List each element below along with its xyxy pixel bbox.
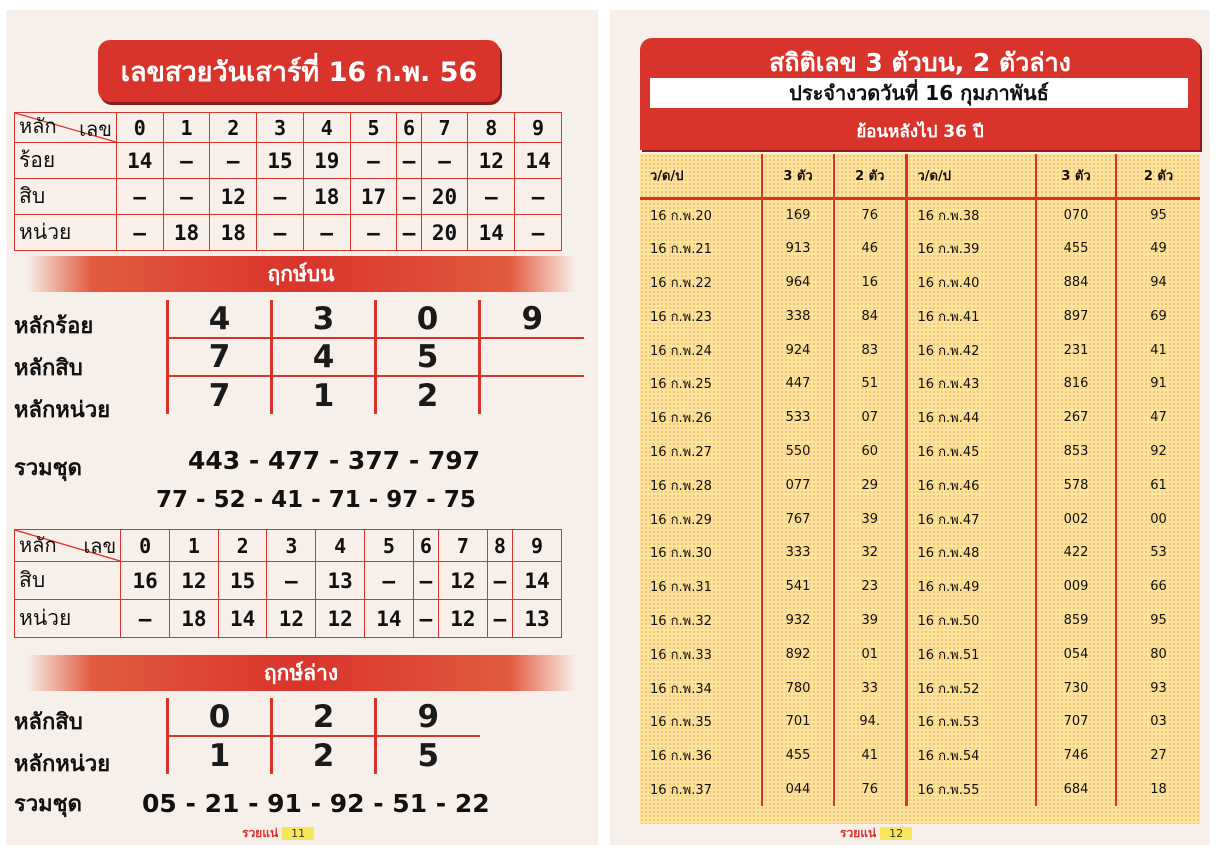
- grid-cell: –: [397, 179, 421, 215]
- grid-cell: 14: [513, 562, 562, 600]
- three-digit-cell: 169: [762, 198, 834, 232]
- grid-cell: 12: [316, 600, 365, 638]
- row-label-hundreds: หลักร้อย: [14, 314, 94, 339]
- stat-row: [640, 266, 1200, 300]
- two-digit-cell: 83: [834, 333, 906, 367]
- draw-date-cell: 16 ก.พ.32: [650, 613, 712, 629]
- two-digit-cell: 41: [834, 739, 906, 773]
- combo-label: รวมชุด: [14, 456, 82, 481]
- three-digit-cell: 455: [762, 739, 834, 773]
- right-page: [610, 10, 1210, 845]
- three-digit-cell: 897: [1036, 299, 1116, 333]
- three-digit-cell: 892: [762, 637, 834, 671]
- grid-cell: –: [515, 215, 562, 251]
- stat-row: [640, 333, 1200, 367]
- digit-cell: 0: [376, 300, 480, 338]
- corner-top-label: เลข: [83, 534, 117, 558]
- grid-cell: 12: [169, 562, 218, 600]
- stat-table: [640, 154, 1200, 806]
- grid-cell: –: [397, 143, 421, 179]
- draw-date-cell: 16 ก.พ.21: [650, 242, 712, 258]
- stat-row: [640, 705, 1200, 739]
- two-digit-cell: 00: [1116, 502, 1200, 536]
- lower-digit-grid: [14, 529, 562, 638]
- draw-date-cell: 16 ก.พ.47: [906, 502, 1036, 536]
- grid-header-cell: 3: [267, 530, 316, 562]
- combo-label: รวมชุด: [14, 792, 82, 817]
- draw-date-cell: 16 ก.พ.35: [650, 715, 712, 731]
- grid-header-cell: 4: [316, 530, 365, 562]
- grid-cell: –: [364, 562, 413, 600]
- stat-row: [640, 198, 1200, 232]
- digit-cell: 1: [168, 736, 272, 774]
- grid-header-cell: 2: [210, 113, 257, 143]
- grid-row-label: สิบ: [15, 179, 117, 215]
- three-digit-cell: 913: [762, 232, 834, 266]
- grid-cell: 14: [218, 600, 267, 638]
- grid-cell: 18: [169, 600, 218, 638]
- three-digit-cell: 077: [762, 468, 834, 502]
- stat-row: [640, 299, 1200, 333]
- two-digit-cell: 33: [834, 671, 906, 705]
- three-digit-cell: 455: [1036, 232, 1116, 266]
- grid-header-cell: 7: [421, 113, 468, 143]
- grid-cell: –: [257, 215, 304, 251]
- stat-row: [640, 773, 1200, 807]
- grid-row: [15, 143, 562, 179]
- grid-cell: 18: [210, 215, 257, 251]
- digit-cell: 9: [480, 300, 584, 338]
- grid-row: [15, 179, 562, 215]
- draw-date-cell: 16 ก.พ.40: [906, 266, 1036, 300]
- three-digit-cell: 231: [1036, 333, 1116, 367]
- two-digit-cell: 76: [834, 773, 906, 807]
- grid-cell: –: [116, 179, 163, 215]
- draw-date-cell: 16 ก.พ.30: [650, 546, 712, 562]
- grid-cell: 13: [316, 562, 365, 600]
- grid-header-cell: 0: [121, 530, 170, 562]
- grid-cell: 15: [218, 562, 267, 600]
- grid-cell: 14: [515, 143, 562, 179]
- grid-cell: –: [350, 143, 397, 179]
- column-header-date: ว/ด/ป: [640, 154, 762, 198]
- stat-header: [640, 38, 1200, 150]
- three-digit-cell: 333: [762, 536, 834, 570]
- draw-date-cell: 16 ก.พ.28: [650, 478, 712, 494]
- three-digit-cell: 550: [762, 435, 834, 469]
- stat-row: [640, 739, 1200, 773]
- grid-cell: –: [303, 215, 350, 251]
- stat-period: ย้อนหลังไป 36 ปี: [856, 122, 984, 142]
- stat-header-row: [640, 154, 1200, 198]
- lower-digit-matrix: [166, 698, 480, 774]
- three-digit-cell: 884: [1036, 266, 1116, 300]
- stat-table-panel: [640, 154, 1200, 824]
- grid-row: [15, 562, 562, 600]
- draw-date-cell: 16 ก.พ.46: [906, 468, 1036, 502]
- three-digit-cell: 767: [762, 502, 834, 536]
- two-digit-cell: 91: [1116, 367, 1200, 401]
- two-digit-cell: 93: [1116, 671, 1200, 705]
- grid-cell: –: [515, 179, 562, 215]
- grid-cell: –: [257, 179, 304, 215]
- digit-cell: 5: [376, 338, 480, 376]
- three-digit-cell: 422: [1036, 536, 1116, 570]
- grid-header-cell: 8: [487, 530, 512, 562]
- grid-header-cell: 9: [513, 530, 562, 562]
- grid-cell: 14: [116, 143, 163, 179]
- grid-header-cell: 7: [439, 530, 488, 562]
- draw-date-cell: 16 ก.พ.31: [650, 580, 712, 596]
- grid-header-cell: 1: [169, 530, 218, 562]
- footer-brand: รวยแน่: [242, 826, 279, 840]
- grid-corner-cell: [15, 530, 121, 562]
- grid-cell: 14: [364, 600, 413, 638]
- combo-two-digit: 77 - 52 - 41 - 71 - 97 - 75: [156, 487, 476, 513]
- three-digit-cell: 859: [1036, 604, 1116, 638]
- grid-header-row: [15, 530, 562, 562]
- two-digit-cell: 03: [1116, 705, 1200, 739]
- stat-row: [640, 637, 1200, 671]
- three-digit-cell: 002: [1036, 502, 1116, 536]
- grid-cell: 17: [350, 179, 397, 215]
- stat-row: [640, 671, 1200, 705]
- grid-cell: 20: [421, 179, 468, 215]
- three-digit-cell: 009: [1036, 570, 1116, 604]
- three-digit-cell: 338: [762, 299, 834, 333]
- grid-header-cell: 8: [468, 113, 515, 143]
- grid-cell: 14: [468, 215, 515, 251]
- three-digit-cell: 684: [1036, 773, 1116, 807]
- three-digit-cell: 780: [762, 671, 834, 705]
- grid-row-label: ร้อย: [15, 143, 117, 179]
- draw-date-cell: 16 ก.พ.39: [906, 232, 1036, 266]
- stat-row: [640, 468, 1200, 502]
- page-footer: [242, 824, 314, 843]
- two-digit-cell: 47: [1116, 401, 1200, 435]
- three-digit-cell: 924: [762, 333, 834, 367]
- two-digit-cell: 18: [1116, 773, 1200, 807]
- two-digit-cell: 94.: [834, 705, 906, 739]
- upper-section-banner: ฤกษ์บน: [26, 256, 576, 292]
- three-digit-cell: 578: [1036, 468, 1116, 502]
- digit-cell: 5: [376, 736, 480, 774]
- draw-date-cell: 16 ก.พ.38: [906, 198, 1036, 232]
- three-digit-cell: 701: [762, 705, 834, 739]
- digit-row: [168, 300, 584, 338]
- grid-header-cell: 6: [397, 113, 421, 143]
- draw-date-cell: 16 ก.พ.49: [906, 570, 1036, 604]
- grid-cell: –: [421, 143, 468, 179]
- grid-corner-cell: [15, 113, 117, 143]
- two-digit-cell: 07: [834, 401, 906, 435]
- digit-cell: 4: [168, 300, 272, 338]
- page-number: 12: [880, 827, 912, 840]
- two-digit-cell: 84: [834, 299, 906, 333]
- draw-date-cell: 16 ก.พ.50: [906, 604, 1036, 638]
- row-label-units: หลักหน่วย: [14, 752, 111, 777]
- corner-bottom-label: หลัก: [19, 533, 57, 557]
- two-digit-cell: 60: [834, 435, 906, 469]
- draw-date-cell: 16 ก.พ.43: [906, 367, 1036, 401]
- two-digit-cell: 41: [1116, 333, 1200, 367]
- row-label-tens: หลักสิบ: [14, 710, 83, 735]
- two-digit-cell: 94: [1116, 266, 1200, 300]
- grid-header-cell: 6: [413, 530, 438, 562]
- three-digit-cell: 054: [1036, 637, 1116, 671]
- digit-cell: 0: [168, 698, 272, 736]
- draw-date-cell: 16 ก.พ.37: [650, 782, 712, 798]
- two-digit-cell: 27: [1116, 739, 1200, 773]
- grid-cell: –: [413, 562, 438, 600]
- combo-three-digit: 443 - 477 - 377 - 797: [188, 446, 481, 475]
- column-header-two-digit: 2 ตัว: [1116, 154, 1200, 198]
- grid-row-label: สิบ: [15, 562, 121, 600]
- grid-header-cell: 0: [116, 113, 163, 143]
- draw-date-cell: 16 ก.พ.22: [650, 275, 712, 291]
- grid-cell: 19: [303, 143, 350, 179]
- two-digit-cell: 95: [1116, 604, 1200, 638]
- three-digit-cell: 964: [762, 266, 834, 300]
- grid-cell: 12: [468, 143, 515, 179]
- two-digit-cell: 80: [1116, 637, 1200, 671]
- draw-date-cell: 16 ก.พ.33: [650, 647, 712, 663]
- two-digit-cell: 95: [1116, 198, 1200, 232]
- draw-date-cell: 16 ก.พ.24: [650, 343, 712, 359]
- draw-date-cell: 16 ก.พ.45: [906, 435, 1036, 469]
- corner-top-label: เลข: [79, 117, 112, 141]
- draw-date-cell: 16 ก.พ.36: [650, 749, 712, 765]
- grid-header-cell: 3: [257, 113, 304, 143]
- row-label-units: หลักหน่วย: [14, 398, 111, 423]
- draw-date-cell: 16 ก.พ.54: [906, 739, 1036, 773]
- page-footer: [840, 824, 912, 843]
- grid-header-cell: 5: [364, 530, 413, 562]
- grid-cell: –: [267, 562, 316, 600]
- grid-cell: –: [163, 143, 210, 179]
- digit-cell: 2: [272, 736, 376, 774]
- three-digit-cell: 267: [1036, 401, 1116, 435]
- grid-row-label: หน่วย: [15, 600, 121, 638]
- three-digit-cell: 816: [1036, 367, 1116, 401]
- stat-title: สถิติเลข 3 ตัวบน, 2 ตัวล่าง: [769, 48, 1071, 77]
- draw-date-cell: 16 ก.พ.26: [650, 411, 712, 427]
- two-digit-cell: 69: [1116, 299, 1200, 333]
- grid-header-cell: 4: [303, 113, 350, 143]
- stat-row: [640, 604, 1200, 638]
- two-digit-cell: 16: [834, 266, 906, 300]
- draw-date-cell: 16 ก.พ.29: [650, 512, 712, 528]
- two-digit-cell: 66: [1116, 570, 1200, 604]
- two-digit-cell: 76: [834, 198, 906, 232]
- digit-cell: 2: [376, 376, 480, 414]
- draw-date-cell: 16 ก.พ.25: [650, 377, 712, 393]
- digit-cell: 4: [272, 338, 376, 376]
- two-digit-cell: 61: [1116, 468, 1200, 502]
- column-header-three-digit: 3 ตัว: [762, 154, 834, 198]
- digit-row: [168, 376, 584, 414]
- draw-date-cell: 16 ก.พ.27: [650, 444, 712, 460]
- draw-date-cell: 16 ก.พ.23: [650, 309, 712, 325]
- grid-cell: –: [116, 215, 163, 251]
- three-digit-cell: 707: [1036, 705, 1116, 739]
- digit-row: [168, 338, 584, 376]
- grid-cell: 12: [267, 600, 316, 638]
- two-digit-cell: 39: [834, 502, 906, 536]
- grid-cell: 12: [210, 179, 257, 215]
- two-digit-cell: 29: [834, 468, 906, 502]
- left-page-title: เลขสวยวันเสาร์ที่ 16 ก.พ. 56: [98, 40, 500, 102]
- draw-date-cell: 16 ก.พ.42: [906, 333, 1036, 367]
- footer-brand: รวยแน่: [840, 826, 877, 840]
- draw-date-cell: 16 ก.พ.44: [906, 401, 1036, 435]
- three-digit-cell: 932: [762, 604, 834, 638]
- stat-row: [640, 232, 1200, 266]
- three-digit-cell: 853: [1036, 435, 1116, 469]
- page-number: 11: [282, 827, 314, 840]
- three-digit-cell: 070: [1036, 198, 1116, 232]
- grid-cell: –: [397, 215, 421, 251]
- two-digit-cell: 53: [1116, 536, 1200, 570]
- grid-cell: 20: [421, 215, 468, 251]
- grid-header-cell: 9: [515, 113, 562, 143]
- three-digit-cell: 730: [1036, 671, 1116, 705]
- draw-date-cell: 16 ก.พ.55: [906, 773, 1036, 807]
- draw-date-cell: 16 ก.พ.52: [906, 671, 1036, 705]
- left-page: [6, 10, 598, 845]
- grid-cell: –: [468, 179, 515, 215]
- stat-subtitle: ประจำงวดวันที่ 16 กุมภาพันธ์: [650, 78, 1188, 108]
- lower-section-banner: ฤกษ์ล่าง: [26, 655, 576, 691]
- column-header-three-digit: 3 ตัว: [1036, 154, 1116, 198]
- stat-row: [640, 570, 1200, 604]
- two-digit-cell: 01: [834, 637, 906, 671]
- grid-header-cell: 1: [163, 113, 210, 143]
- two-digit-cell: 32: [834, 536, 906, 570]
- three-digit-cell: 746: [1036, 739, 1116, 773]
- digit-cell: 7: [168, 376, 272, 414]
- three-digit-cell: 447: [762, 367, 834, 401]
- grid-row: [15, 215, 562, 251]
- grid-cell: –: [487, 562, 512, 600]
- two-digit-cell: 51: [834, 367, 906, 401]
- grid-header-row: [15, 113, 562, 143]
- corner-bottom-label: หลัก: [19, 114, 57, 138]
- row-label-tens: หลักสิบ: [14, 356, 83, 381]
- grid-row-label: หน่วย: [15, 215, 117, 251]
- upper-digit-matrix: [166, 300, 584, 414]
- digit-cell: 2: [272, 698, 376, 736]
- draw-date-cell: 16 ก.พ.48: [906, 536, 1036, 570]
- grid-cell: 12: [439, 562, 488, 600]
- three-digit-cell: 044: [762, 773, 834, 807]
- grid-header-cell: 5: [350, 113, 397, 143]
- digit-cell: [480, 338, 584, 376]
- three-digit-cell: 533: [762, 401, 834, 435]
- grid-cell: 12: [439, 600, 488, 638]
- three-digit-cell: 541: [762, 570, 834, 604]
- grid-cell: 13: [513, 600, 562, 638]
- grid-cell: 18: [303, 179, 350, 215]
- combo-two-digit: 05 - 21 - 91 - 92 - 51 - 22: [142, 789, 490, 818]
- two-digit-cell: 92: [1116, 435, 1200, 469]
- grid-row: [15, 600, 562, 638]
- grid-cell: –: [350, 215, 397, 251]
- grid-cell: 18: [163, 215, 210, 251]
- grid-cell: –: [163, 179, 210, 215]
- upper-digit-grid: [14, 112, 562, 251]
- digit-row: [168, 698, 480, 736]
- grid-cell: –: [121, 600, 170, 638]
- grid-cell: –: [413, 600, 438, 638]
- stat-row: [640, 435, 1200, 469]
- grid-header-cell: 2: [218, 530, 267, 562]
- grid-cell: 16: [121, 562, 170, 600]
- digit-row: [168, 736, 480, 774]
- draw-date-cell: 16 ก.พ.51: [906, 637, 1036, 671]
- stat-row: [640, 401, 1200, 435]
- digit-cell: 9: [376, 698, 480, 736]
- two-digit-cell: 23: [834, 570, 906, 604]
- draw-date-cell: 16 ก.พ.41: [906, 299, 1036, 333]
- digit-cell: [480, 376, 584, 414]
- digit-cell: 7: [168, 338, 272, 376]
- digit-cell: 3: [272, 300, 376, 338]
- grid-cell: –: [210, 143, 257, 179]
- column-header-date: ว/ด/ป: [906, 154, 1036, 198]
- stat-row: [640, 367, 1200, 401]
- draw-date-cell: 16 ก.พ.53: [906, 705, 1036, 739]
- digit-cell: 1: [272, 376, 376, 414]
- two-digit-cell: 46: [834, 232, 906, 266]
- two-digit-cell: 49: [1116, 232, 1200, 266]
- draw-date-cell: 16 ก.พ.34: [650, 681, 712, 697]
- grid-cell: –: [487, 600, 512, 638]
- draw-date-cell: 16 ก.พ.20: [650, 209, 712, 225]
- two-digit-cell: 39: [834, 604, 906, 638]
- grid-cell: 15: [257, 143, 304, 179]
- stat-row: [640, 502, 1200, 536]
- column-header-two-digit: 2 ตัว: [834, 154, 906, 198]
- stat-row: [640, 536, 1200, 570]
